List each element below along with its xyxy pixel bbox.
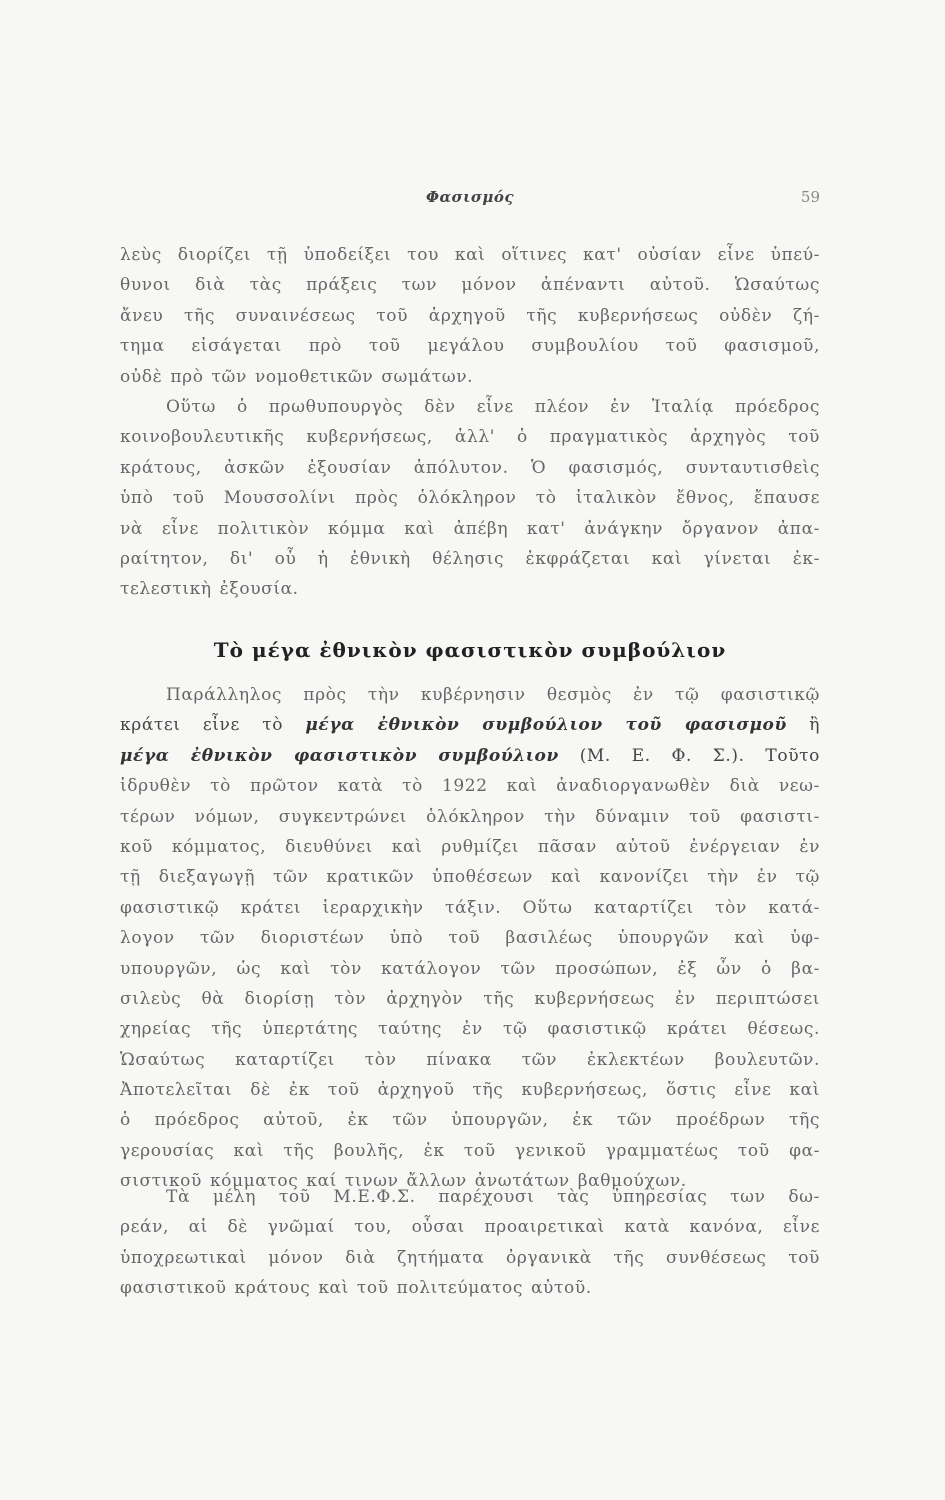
- text-line: ραίτητον, δι' οὗ ἡ ἐθνικὴ θέλησις ἐκφράζεται καὶ γίνεται ἐκ-: [120, 548, 820, 569]
- text-fragment: (Μ. Ε. Φ. Σ.). Τοῦτο: [579, 745, 820, 766]
- text-line: λεὺς διορίζει τῇ ὑποδείξει του καὶ οἵτινες κατ' οὐσίαν εἶνε ὑπεύ-: [120, 245, 820, 265]
- text-line: ὑποχρεωτικαὶ μόνον διὰ ζητήματα ὀργανικὰ τῆς συνθέσεως τοῦ: [120, 1247, 820, 1268]
- text-line: ὁ πρόεδρος αὐτοῦ, ἐκ τῶν ὑπουργῶν, ἐκ τῶν προέδρων τῆς: [120, 1110, 820, 1131]
- text-line: ὑπὸ τοῦ Μουσσολίνι πρὸς ὁλόκληρον τὸ ἰταλικὸν ἔθνος, ἔπαυσε: [120, 488, 820, 509]
- text-line: [120, 741, 820, 771]
- text-line: θυνοι διὰ τὰς πράξεις των μόνον ἀπέναντι αὐτοῦ. Ὡσαύτως: [120, 275, 820, 296]
- text-line: [120, 710, 820, 740]
- text-line: νὰ εἶνε πολιτικὸν κόμμα καὶ ἀπέβη κατ' ἀνάγκην ὄργανον ἀπα-: [120, 518, 820, 539]
- text-fragment: κράτει εἶνε τὸ: [120, 715, 284, 736]
- paragraph-members: [120, 1182, 820, 1304]
- running-head: [120, 188, 820, 212]
- text-line: γερουσίας καὶ τῆς βουλῆς, ἐκ τοῦ γενικοῦ γραμματέως τοῦ φα-: [120, 1140, 820, 1161]
- text-line: υπουργῶν, ὡς καὶ τὸν κατάλογον τῶν προσώπων, ἐξ ὧν ὁ βα-: [120, 958, 820, 979]
- text-line: λογον τῶν διοριστέων ὑπὸ τοῦ βασιλέως ὑπουργῶν καὶ ὑφ-: [120, 928, 820, 949]
- paragraph-grand-council: [120, 680, 820, 1197]
- running-title: Φασισμός: [425, 188, 515, 206]
- text-line: τελεστικὴ ἐξουσία.: [120, 579, 299, 600]
- paragraph-prime-minister: [120, 392, 820, 605]
- text-line: τέρων νόμων, συγκεντρώνει ὁλόκληρον τὴν δύναμιν τοῦ φασιστι-: [120, 806, 820, 827]
- text-fragment: ἢ: [809, 715, 820, 736]
- emphasized-term: μέγα ἐθνικὸν φασιστικὸν συμβούλιον: [120, 745, 559, 766]
- text-line: ρεάν, αἱ δὲ γνῶμαί του, οὖσαι προαιρετικαὶ κατὰ κανόνα, εἶνε: [120, 1217, 820, 1238]
- text-line: Τὰ μέλη τοῦ Μ.Ε.Φ.Σ. παρέχουσι τὰς ὑπηρεσίας των δω-: [166, 1187, 820, 1207]
- text-line: κράτους, ἀσκῶν ἐξουσίαν ἀπόλυτον. Ὁ φασισμός, συνταυτισθεὶς: [120, 457, 820, 478]
- text-line: Οὕτω ὁ πρωθυπουργὸς δὲν εἶνε πλέον ἐν Ἰταλίᾳ πρόεδρος: [166, 397, 820, 417]
- text-line: τημα εἰσάγεται πρὸ τοῦ μεγάλου συμβουλίου τοῦ φασισμοῦ,: [120, 336, 820, 357]
- text-line: ἱδρυθὲν τὸ πρῶτον κατὰ τὸ 1922 καὶ ἀναδιοργανωθὲν διὰ νεω-: [120, 776, 820, 797]
- text-line: σιλεὺς θὰ διορίσῃ τὸν ἀρχηγὸν τῆς κυβερνήσεως ἐν περιπτώσει: [120, 988, 820, 1009]
- text-line: τῇ διεξαγωγῇ τῶν κρατικῶν ὑποθέσεων καὶ κανονίζει τὴν ἐν τῷ: [120, 867, 820, 888]
- text-line: Παράλληλος πρὸς τὴν κυβέρνησιν θεσμὸς ἐν τῷ φασιστικῷ: [166, 685, 820, 705]
- text-line: ἄνευ τῆς συναινέσεως τοῦ ἀρχηγοῦ τῆς κυβερνήσεως οὐδὲν ζή-: [120, 305, 820, 326]
- page-number: 59: [800, 188, 820, 206]
- text-line: οὐδὲ πρὸ τῶν νομοθετικῶν σωμάτων.: [120, 366, 474, 387]
- text-line: φασιστικοῦ κράτους καὶ τοῦ πολιτεύματος αὐτοῦ.: [120, 1278, 592, 1299]
- text-line: σιστικοῦ κόμματος καί τινων ἄλλων ἀνωτάτων βαθμούχων.: [120, 1171, 687, 1192]
- text-line: φασιστικῷ κράτει ἱεραρχικὴν τάξιν. Οὕτω καταρτίζει τὸν κατά-: [120, 897, 820, 918]
- section-heading: Τὸ μέγα ἐθνικὸν φασιστικὸν συμβούλιον: [213, 638, 727, 662]
- text-line: χηρείας τῆς ὑπερτάτης ταύτης ἐν τῷ φασιστικῷ κράτει θέσεως.: [120, 1019, 820, 1040]
- text-line: κοῦ κόμματος, διευθύνει καὶ ρυθμίζει πᾶσαν αὐτοῦ ἐνέργειαν ἐν: [120, 836, 820, 857]
- text-line: Ἀποτελεῖται δὲ ἐκ τοῦ ἀρχηγοῦ τῆς κυβερνήσεως, ὅστις εἶνε καὶ: [120, 1080, 820, 1101]
- text-line: κοινοβουλευτικῆς κυβερνήσεως, ἀλλ' ὁ πραγματικὸς ἀρχηγὸς τοῦ: [120, 427, 820, 448]
- paragraph-continuation: [120, 240, 820, 392]
- text-line: Ὡσαύτως καταρτίζει τὸν πίνακα τῶν ἐκλεκτέων βουλευτῶν.: [120, 1049, 820, 1070]
- emphasized-term: μέγα ἐθνικὸν συμβούλιον τοῦ φασισμοῦ: [305, 715, 787, 736]
